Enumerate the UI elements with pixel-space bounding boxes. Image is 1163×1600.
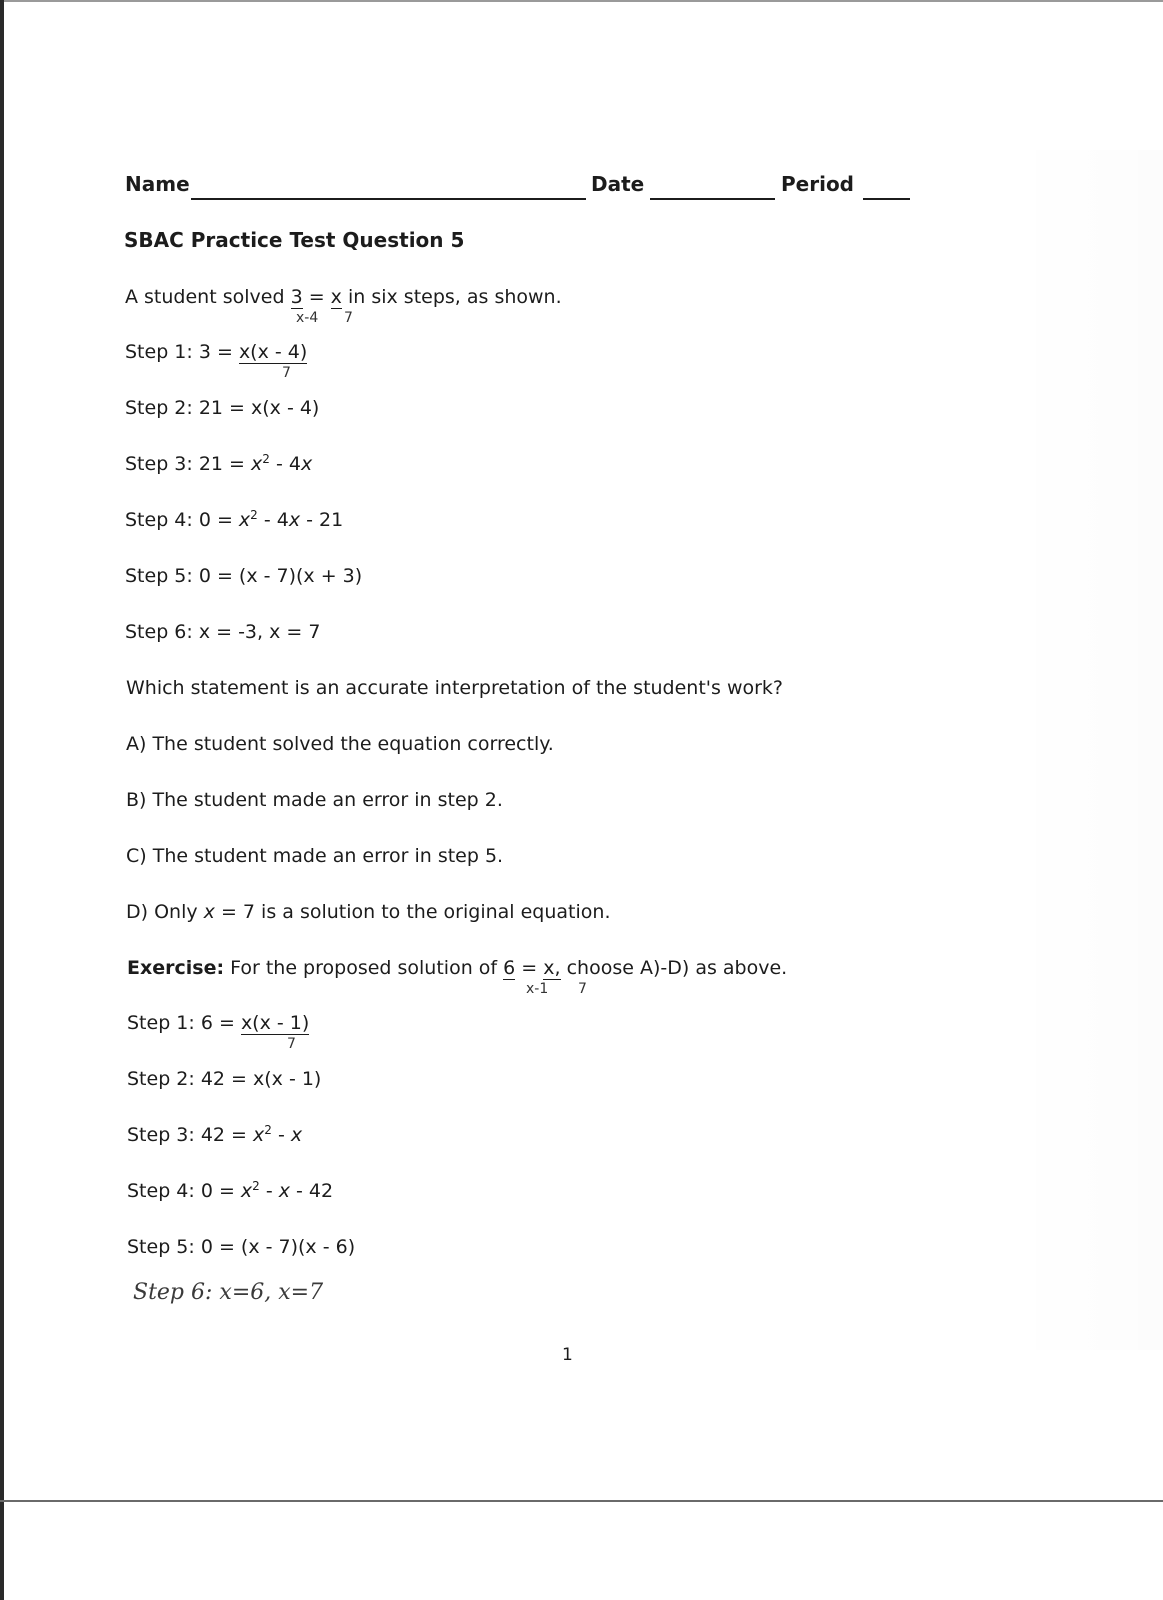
- step-2: Step 2: 21 = x(x - 4): [125, 397, 320, 419]
- name-blank[interactable]: [191, 198, 586, 200]
- page-title: SBAC Practice Test Question 5: [124, 228, 465, 252]
- step-1-denominator: 7: [282, 365, 291, 381]
- ex-frac2-numerator: x,: [543, 957, 561, 979]
- step-1-label: Step 1: 3 =: [125, 341, 233, 363]
- frac1-numerator: 3: [290, 286, 303, 308]
- problem-intro: [125, 285, 562, 309]
- step-1: [125, 340, 307, 364]
- period-label: Period: [781, 172, 854, 196]
- intro-post: in six steps, as shown.: [347, 286, 562, 308]
- ex-frac2-denominator: 7: [578, 981, 587, 997]
- frac2-numerator: x: [330, 286, 342, 308]
- page-number: 1: [562, 1345, 573, 1365]
- exercise-label: Exercise:: [127, 957, 225, 979]
- date-label: Date: [591, 172, 645, 196]
- name-label: Name: [125, 172, 190, 196]
- ex-frac1-numerator: 6: [503, 957, 516, 979]
- ex-step-3: Step 3: $42 = x^2 - x$: [127, 1123, 303, 1146]
- exercise-intro: [127, 956, 787, 980]
- exercise-text-post: choose A)-D) as above.: [566, 957, 788, 979]
- ex-step-4: Step 4: $0 = x^2 - x - 42$: [127, 1179, 334, 1202]
- ex-frac1-denominator: x-1: [526, 981, 549, 997]
- period-blank[interactable]: [863, 198, 910, 200]
- frac2-denominator: 7: [344, 310, 353, 326]
- option-a: A) The student solved the equation correctly.: [126, 733, 554, 755]
- step-1-numerator: x(x - 4): [238, 341, 308, 363]
- date-blank[interactable]: [650, 198, 775, 200]
- frac1-denominator: x-4: [296, 310, 319, 326]
- equals: =: [308, 286, 325, 308]
- step-6: Step 6: x = -3, x = 7: [125, 621, 321, 643]
- ex-step-1-numerator: x(x - 1): [240, 1012, 310, 1034]
- option-b: B) The student made an error in step 2.: [126, 789, 503, 811]
- ex-step-1: [127, 1011, 309, 1035]
- option-c: C) The student made an error in step 5.: [126, 845, 504, 867]
- header-row: [125, 172, 925, 202]
- ex-step-2: Step 2: 42 = x(x - 1): [127, 1068, 322, 1090]
- step-4: Step 4: $0 = x^2 - 4x - 21$: [125, 508, 344, 531]
- ex-step-1-denominator: 7: [287, 1036, 296, 1052]
- option-d: D) Only x = 7 is a solution to the original equation.: [126, 901, 611, 923]
- exercise-text-pre: For the proposed solution of: [230, 957, 498, 979]
- ex-equals: =: [521, 957, 538, 979]
- intro-pre: A student solved: [125, 286, 285, 308]
- ex-step-1-label: Step 1: 6 =: [127, 1012, 235, 1034]
- step-3: Step 3: $21 = x^2 - 4x$: [125, 452, 313, 475]
- step-5: Step 5: 0 = (x - 7)(x + 3): [125, 565, 363, 587]
- ex-step-6-handwritten: Step 6: x=6, x=7: [133, 1280, 324, 1305]
- question-text: Which statement is an accurate interpretation of the student's work?: [126, 677, 784, 699]
- ex-step-5: Step 5: 0 = (x - 7)(x - 6): [127, 1236, 356, 1258]
